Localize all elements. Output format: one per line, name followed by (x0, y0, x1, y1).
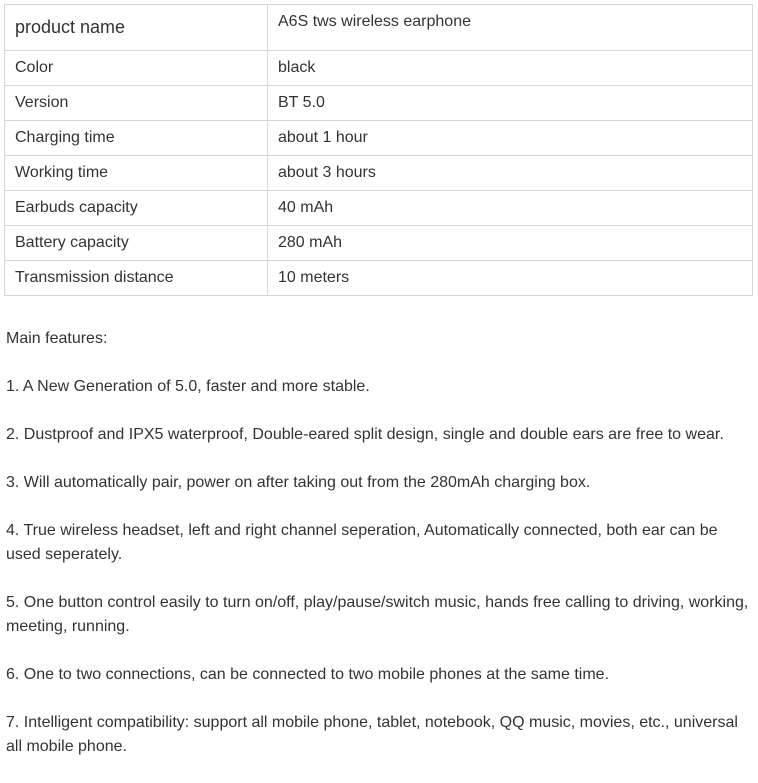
spec-row (5, 121, 753, 156)
spec-header-row (5, 5, 753, 51)
feature-item: 2. Dustproof and IPX5 waterproof, Double-eared split design, single and double ears are free to wear. (6, 426, 724, 443)
spec-value-product-name: A6S tws wireless earphone (268, 5, 753, 51)
spec-key: Earbuds capacity (5, 191, 268, 226)
feature-item: 4. True wireless headset, left and right channel seperation, Automatically connected, both ear can be used seperately. (6, 522, 718, 563)
feature-item: 5. One button control easily to turn on/off, play/pause/switch music, hands free calling to driving, working, meeting, running. (6, 594, 749, 635)
spec-value: 10 meters (268, 261, 753, 296)
spec-row (5, 226, 753, 261)
feature-item: 3. Will automatically pair, power on after taking out from the 280mAh charging box. (6, 474, 591, 491)
spec-value: about 1 hour (268, 121, 753, 156)
spec-table (4, 4, 753, 296)
spec-key: Version (5, 86, 268, 121)
spec-row (5, 51, 753, 86)
feature-item: 1. A New Generation of 5.0, faster and more stable. (6, 378, 370, 395)
spec-key: Working time (5, 156, 268, 191)
spec-key: Battery capacity (5, 226, 268, 261)
features-heading: Main features: (6, 330, 108, 347)
spec-key: Charging time (5, 121, 268, 156)
spec-row (5, 261, 753, 296)
spec-value: 40 mAh (268, 191, 753, 226)
spec-key: Color (5, 51, 268, 86)
feature-item: 6. One to two connections, can be connected to two mobile phones at the same time. (6, 666, 610, 683)
spec-row (5, 86, 753, 121)
spec-value: BT 5.0 (268, 86, 753, 121)
spec-value: about 3 hours (268, 156, 753, 191)
feature-item: 7. Intelligent compatibility: support all mobile phone, tablet, notebook, QQ music, movies, etc., universal all mobile phone. (6, 714, 738, 755)
features-section (6, 327, 754, 783)
spec-key-product-name: product name (5, 5, 268, 51)
spec-row (5, 191, 753, 226)
spec-key: Transmission distance (5, 261, 268, 296)
spec-value: 280 mAh (268, 226, 753, 261)
spec-row (5, 156, 753, 191)
spec-value: black (268, 51, 753, 86)
